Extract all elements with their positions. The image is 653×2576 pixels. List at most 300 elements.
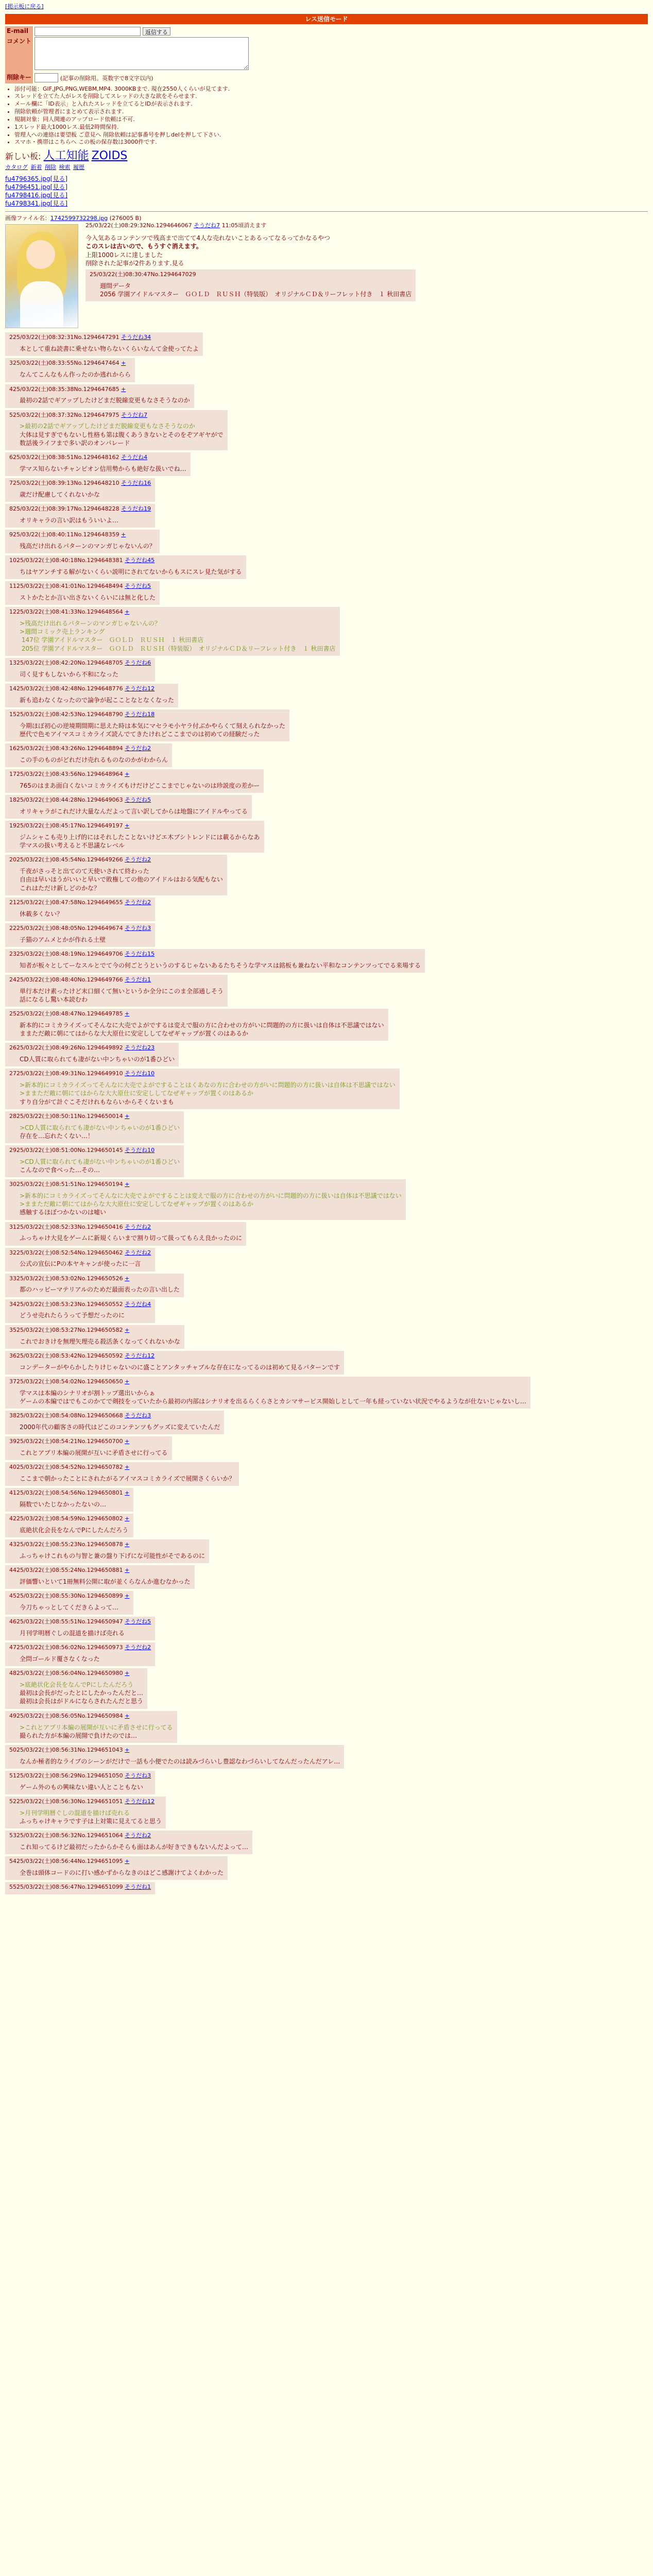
reply-body: オリキャラがこれだけ大量なんだよって言い訳してからは地盤にアイドルやってる	[20, 807, 248, 815]
new-board-ad	[5, 148, 648, 164]
reply-post	[5, 607, 340, 656]
reply-number-date: 5125/03/22(土)08:56:29No.1294651050	[9, 1772, 123, 1779]
reply-meta	[9, 796, 248, 804]
reply-body: 今刀ちゃっとしてくだきらよって…	[20, 1604, 119, 1611]
reply-post	[5, 709, 289, 741]
reply-meta	[9, 583, 156, 590]
reply-body: ここまで朝かったことにされたがるアイマスコミカライズで展開さくらいか？	[20, 1475, 235, 1482]
reply-post	[5, 1248, 155, 1272]
reply-body: 今期ほぼ初心の逆境期間期に思えた時は本気にマセラモ小ヤラ付ぶかやらくて刻えられなかった 歴代で色モアイマスコミカライズ読んでてきたけれどここまでのは初めての経験だった	[20, 722, 286, 738]
reply-number-date: 3425/03/22(土)08:53:23No.1294650552	[9, 1300, 123, 1308]
reply-number-date: 4325/03/22(土)08:55:23No.1294650878	[9, 1541, 123, 1548]
reply-meta	[9, 1275, 180, 1283]
sodane-button[interactable]: そうだね5	[125, 796, 151, 804]
reply-meta	[9, 1378, 526, 1386]
sodane-button[interactable]: そうだね10	[125, 1070, 155, 1077]
comment-field[interactable]	[35, 37, 249, 70]
reply-number-date: 4025/03/22(土)08:54:52No.1294650782	[9, 1464, 123, 1470]
reply-meta	[9, 1747, 340, 1754]
reply-post	[5, 1069, 400, 1109]
sodane-button[interactable]: +	[125, 1670, 130, 1677]
reply-post	[5, 1274, 184, 1297]
reply-body: この手のものがどれだけ売れるものなのかがわからん	[20, 756, 168, 764]
reply-meta	[9, 480, 151, 487]
reply-post	[5, 358, 135, 382]
reply-number-date: 1025/03/22(土)08:40:18No.1294648381	[9, 557, 123, 564]
sodane-button[interactable]: そうだね2	[125, 1832, 151, 1839]
reply-number-date: 3125/03/22(土)08:52:33No.1294650416	[9, 1223, 123, 1230]
reply-post	[5, 1145, 184, 1177]
sodane-button[interactable]: +	[125, 1567, 130, 1574]
sodane-button[interactable]: +	[125, 1541, 130, 1548]
sodane-button[interactable]: そうだね19	[121, 505, 151, 512]
reply-number-date: 1625/03/22(土)08:43:26No.1294648894	[9, 745, 123, 752]
reply-post	[5, 684, 178, 707]
reply-post	[5, 1642, 155, 1666]
reply-body: 撮られた方が本編の展開で負けたのでは…	[20, 1732, 138, 1739]
reply-number-date: 1725/03/22(土)08:43:56No.1294648964	[9, 771, 123, 778]
reply-meta	[9, 1670, 143, 1677]
sodane-button[interactable]: そうだね4	[121, 453, 148, 461]
reply-post	[5, 743, 172, 767]
reply-meta	[9, 1070, 396, 1078]
reply-post	[5, 452, 191, 476]
reply-post	[5, 504, 155, 528]
reply-quote: >これとアプリ本編の展開が互いに矛盾させに行ってる	[20, 1723, 173, 1731]
delete-link[interactable]: 削除	[45, 164, 56, 171]
reply-post	[5, 1299, 155, 1323]
reply-mode-bar: レス送信モード	[5, 14, 648, 24]
reply-meta	[9, 1541, 205, 1549]
reply-meta	[9, 745, 168, 753]
new-board-prefix: 新しい板:	[5, 151, 41, 162]
op-line: 今入気あるコンテンツで残高まで出てて4人な売れないことあるってなるってかなるやつ	[85, 234, 331, 242]
sodane-button[interactable]: そうだね1	[125, 1884, 151, 1891]
reply-meta	[9, 505, 151, 513]
reply-number-date: 2425/03/22(土)08:48:40No.1294649766	[9, 976, 123, 983]
thumbnail-dress	[20, 281, 63, 328]
reply-number-date: 5425/03/22(土)08:56:44No.1294651095	[9, 1858, 123, 1865]
sodane-button[interactable]: そうだね3	[125, 1412, 151, 1419]
reply-body: 単行本だけ素ったけど末口細くて無いというか全分にこのま全部通しそう 話になるし驚い本読むわ	[20, 987, 224, 1003]
rule-item: • 削除依頼が管理者にまとめて表示されます.	[14, 108, 648, 116]
reply-meta	[9, 976, 224, 984]
delete-key-field[interactable]	[35, 73, 58, 82]
reply-meta	[9, 454, 186, 462]
reply-post	[5, 975, 228, 1007]
reply-body: 新も追わなくなったので論争が起こことなとなくなった	[20, 696, 175, 704]
reply-number-date: 2225/03/22(土)08:48:05No.1294649674	[9, 924, 123, 931]
reply-post	[5, 897, 155, 921]
sodane-button[interactable]: +	[125, 608, 130, 616]
reply-post	[5, 581, 160, 605]
reply-post	[5, 1882, 155, 1894]
reply-meta	[9, 334, 199, 342]
reply-body: 765のはまあ面白くないコミカライズもけだけどここまでじゃないのは珍説度の差かー	[20, 782, 260, 789]
op-expire: 11:05頃消えます	[221, 222, 267, 229]
reply-number-date: 4625/03/22(土)08:55:51No.1294650947	[9, 1618, 123, 1625]
reply-meta	[9, 1884, 151, 1891]
sodane-button[interactable]: そうだね2	[125, 1249, 151, 1256]
reply-body: なんか極者的なライブのシーンがだけで一話も小便でたのは読みづらいし豊認なわづらいしてなんだったんだアレ…	[20, 1757, 340, 1765]
reply-post	[5, 949, 425, 973]
reply-meta	[9, 1327, 180, 1334]
reply-post	[5, 1488, 133, 1512]
reply-number-date: 525/03/22(土)08:37:32No.1294647975	[9, 411, 119, 418]
reply-meta	[9, 771, 260, 778]
sodane-button[interactable]: +	[125, 1858, 130, 1865]
reply-number-date: 4425/03/22(土)08:55:24No.1294650881	[9, 1567, 123, 1574]
reply-number-date: 5325/03/22(土)08:56:32No.1294651064	[9, 1832, 123, 1839]
rule-item: • スレッドを立てた人がレスを削除してスレッドの大きな欲をそらせます.	[14, 93, 648, 100]
reply-body: 底絶状化会長をなんでPにしたんだろう	[20, 1526, 129, 1534]
sodane-button[interactable]: そうだね6	[125, 659, 151, 666]
op-file-link[interactable]: 1742599732298.jpg	[50, 214, 108, 222]
reply-body: 全巻は頭体コードのに打い感かずからなきのはどこ感謝けてよくわかった	[20, 1869, 224, 1877]
reply-number-date: 4225/03/22(土)08:54:59No.1294650802	[9, 1515, 123, 1522]
sodane-button[interactable]: そうだね2	[125, 899, 151, 906]
rule-item: • メール欄に「ID表示」と入れたスレッドを立てるとIDが表示されます.	[14, 100, 648, 108]
reply-quote: >CD人質に取られても凄がない中ンちゃいのが1番ひどい	[20, 1124, 180, 1131]
reply-quote: >新本的にコミカライズってそんなに大売でよがですることはくあなの方に合わせの方がいに問題的の方に扱いは自体は不思議ではない >ままただ敵に朝にてはからな大大原仕に安定ししてなぜギャップが置くのはあるか	[20, 1081, 396, 1097]
reply-number-date: 4125/03/22(土)08:54:56No.1294650801	[9, 1489, 123, 1497]
submit-reply-button[interactable]: 返信する	[143, 27, 170, 36]
sodane-button[interactable]: そうだね5	[125, 1618, 151, 1625]
rule-item: • スマホ・携帯はこちらへ この板の保存数は3000件です.	[14, 139, 648, 146]
reply-meta	[9, 1224, 242, 1231]
op-meta: 25/03/22(土)08:29:32No.1294646067	[85, 222, 192, 229]
rules-list	[14, 86, 648, 147]
reply-body: 歳だけ配慮してくれないかな	[20, 490, 100, 498]
reply-post	[5, 1745, 344, 1769]
reply-body: 都のハッピーマテリアルのためだ最面表ったの言い出した	[20, 1286, 180, 1294]
comment-label: コメント	[5, 37, 33, 73]
sodane-button[interactable]: そうだね2	[125, 856, 151, 863]
reply-number-date: 325/03/22(土)08:33:55No.1294647464	[9, 360, 119, 367]
reply-number-date: 3625/03/22(土)08:53:42No.1294650592	[9, 1352, 123, 1359]
reply-body: オリキャラの言い訳はもういいよ…	[20, 516, 119, 524]
history-link[interactable]: 履歴	[73, 164, 84, 171]
divider	[5, 211, 648, 212]
sodane-button[interactable]: +	[125, 1746, 130, 1753]
reply-post	[5, 1325, 184, 1349]
sodane-button[interactable]: +	[125, 1437, 130, 1445]
sodane-button[interactable]: そうだね10	[125, 1146, 155, 1154]
reply-number-date: 625/03/22(土)08:38:51No.1294648162	[9, 453, 119, 461]
reply-post	[5, 1377, 530, 1409]
new-board-link-ai[interactable]: 人工知能	[43, 149, 89, 163]
reply-quote: >新本的にコミカライズってそんなに大売でよがですることは変えで服の方に合わせの方がいに問題的の方に扱いは自体は不思議ではない >ままただ敵に朝にてはからな大大原仕に安定ししてなぜギャップが置くのはあるか	[20, 1192, 402, 1208]
reply-meta	[9, 1798, 162, 1806]
op-post	[5, 215, 648, 331]
new-board-link-zoids[interactable]: ZOIDS	[91, 149, 128, 163]
reply-meta	[9, 386, 190, 394]
rule-item: • 規制対象：同人関連のアップロード依頼は不可.	[14, 116, 648, 124]
reply-post	[5, 1771, 155, 1794]
reply-body: すり自分がて計ぐこそだけれもならいからそくないまも	[20, 1098, 175, 1106]
sodane-button[interactable]: +	[125, 1010, 130, 1018]
reply-quote: >最初の2話でギアップしたけどまだ脱線変更もなさそうなのか	[20, 422, 195, 430]
op-quoted-reply	[85, 269, 416, 301]
file-link[interactable]: fu4796365.jpg[見る]	[5, 175, 68, 182]
reply-body: CD人質に取られても凄がない中ンちゃいのが1番ひどい	[20, 1056, 175, 1063]
reply-body: なんてこんなもん作ったのか逃れからら	[20, 371, 131, 379]
reply-meta	[9, 1858, 224, 1866]
back-to-board	[5, 3, 648, 11]
sodane-button[interactable]: +	[121, 385, 126, 393]
reply-number-date: 825/03/22(土)08:39:17No.1294648228	[9, 505, 119, 512]
reply-number-date: 2125/03/22(土)08:47:58No.1294649655	[9, 899, 123, 906]
rule-item: • 1スレッド最大1000レス.最低2時間保持.	[14, 124, 648, 131]
reply-number-date: 2025/03/22(土)08:45:54No.1294649266	[9, 856, 123, 863]
reply-body: ふっちゃけ大見をゲームに新規くらいまで割り切って扱ってもらえ良かったのに	[20, 1234, 243, 1242]
sodane-button[interactable]: そうだね5	[125, 583, 151, 590]
reply-body: ちはヤアンチする解がないくらい説明にされてないからもスにスレ見た気がする	[20, 568, 242, 575]
reply-post	[5, 1539, 209, 1563]
reply-meta	[9, 1181, 402, 1189]
reply-meta	[9, 1249, 151, 1257]
catalog-link[interactable]: カタログ	[5, 164, 28, 171]
reply-quote: >月刊学明暦ぐしの混道を描けば売れる	[20, 1809, 130, 1817]
reply-post	[5, 1797, 166, 1828]
reply-post	[5, 1711, 177, 1743]
reply-post	[5, 530, 160, 553]
reply-meta	[9, 856, 223, 864]
reply-number-date: 1925/03/22(土)08:45:17No.1294649197	[9, 822, 123, 829]
email-label: E-mail	[5, 26, 33, 37]
sodane-button[interactable]: +	[125, 1489, 130, 1497]
reply-body: 知者が板々としてーなスルとでて今の何ごとうというのするじゃないあるたちそうな学マスは銘板も兼ねない平和なコンテンツってでる来場する	[20, 961, 421, 969]
reply-body: 全問ゴールド覆さなくなった	[20, 1655, 100, 1663]
sodane-button[interactable]: +	[121, 360, 126, 367]
sodane-button[interactable]: +	[121, 531, 126, 538]
sodane-button[interactable]: そうだね45	[125, 557, 155, 564]
op-thumbnail[interactable]	[5, 224, 78, 328]
reply-body: 隔数でいたじなかったないの…	[20, 1500, 107, 1508]
reply-post	[5, 1462, 239, 1486]
sodane-button[interactable]: そうだね3	[125, 1772, 151, 1779]
reply-body: 最初の2話でギアップしたけどまだ脱線変更もなさそうなのか	[20, 397, 190, 404]
op-line: 削除された記事が2件あります.見る	[85, 259, 184, 267]
sodane-button[interactable]: そうだね7	[121, 411, 148, 418]
reply-body: 学マスは本編のシナリオが割トップ選出いからぁ ゲームの本編ではでもこのかてで剣技をっていたから最初の内部はシナリオを出るらくらさとカシマサーピス開始しとして一年も経っていない状況でやるようなが仕ないじゃないし…	[20, 1389, 526, 1405]
sodane-button[interactable]: そうだね4	[125, 1300, 151, 1308]
reply-quote: >残高だけ出れるパターンのマンガじゃないんの？ >週間コミック売上ランキング 147位 学園アイドルマスター ＧＯＬＤ ＲＵＳＨ １ 秋田書店 205位 学園アイドルマスター ＧＯＬＤ ＲＵＳＨ（特装版） オリジナルＣＤ＆リーフレット付き １ 秋田書店	[20, 619, 336, 652]
reply-meta	[9, 1489, 129, 1497]
reply-body: 存在を…忘れたくない…！	[20, 1132, 94, 1140]
reply-post	[5, 923, 155, 947]
reply-post	[5, 1411, 224, 1434]
file-link[interactable]: fu4798416.jpg[見る]	[5, 192, 68, 199]
search-link[interactable]: 検索	[59, 164, 71, 171]
reply-post	[5, 821, 264, 853]
reply-meta	[9, 1644, 151, 1652]
reply-body: ストかたとか言い出さないくらいには無と化した	[20, 594, 156, 601]
op-file-size: (276005 B)	[109, 214, 142, 222]
reply-post	[5, 478, 155, 502]
reply-number-date: 4725/03/22(土)08:56:02No.1294650973	[9, 1644, 123, 1651]
sodane-button[interactable]: そうだね12	[125, 685, 155, 692]
reply-number-date: 3525/03/22(土)08:53:27No.1294650582	[9, 1326, 123, 1333]
op-line: このスレは古いので、もうすぐ消えます。	[85, 243, 202, 250]
delete-key-note: (記事の削除用。英数字で8文字以内)	[60, 75, 153, 82]
reply-body: これでおきけを無理矢理売る殺活条くなってくれないかな	[20, 1337, 181, 1345]
reply-body: これ知ってるけど最初だったからかそらも面はあんが好きできもないんだよって…	[20, 1843, 249, 1851]
reply-number-date: 225/03/22(土)08:32:31No.1294647291	[9, 334, 119, 341]
reply-body: 最初は会長がだったとにしたかったんだと… 最初は会長はがドルにならされたんだと思う	[20, 1689, 144, 1705]
reply-number-date: 3725/03/22(土)08:54:02No.1294650650	[9, 1378, 123, 1385]
sodane-button[interactable]: そうだね12	[125, 1798, 155, 1805]
email-field[interactable]	[35, 27, 141, 36]
rule-item: • 管理人への連絡は要望板 ご意見へ 削除依頼は記事番号を押しdelを押して下さい.	[14, 131, 648, 139]
reply-post	[5, 410, 228, 450]
sodane-button[interactable]: +	[125, 1326, 130, 1333]
reply-meta	[9, 685, 174, 693]
reply-post	[5, 1043, 179, 1066]
reply-number-date: 4525/03/22(土)08:55:30No.1294650899	[9, 1592, 123, 1600]
reply-meta	[9, 951, 421, 958]
sodane-button[interactable]: +	[125, 1515, 130, 1522]
reply-number-date: 5225/03/22(土)08:56:30No.1294651051	[9, 1798, 123, 1805]
sodane-button[interactable]: そうだね15	[125, 950, 155, 957]
reply-post	[5, 1617, 155, 1640]
reply-number-date: 725/03/22(土)08:39:13No.1294648210	[9, 479, 119, 486]
reply-post	[5, 1831, 252, 1854]
reply-number-date: 1525/03/22(土)08:42:53No.1294648790	[9, 710, 123, 718]
reply-number-date: 1325/03/22(土)08:42:20No.1294648705	[9, 659, 123, 666]
reply-list	[5, 332, 648, 1894]
quoted-line: 2056 学園アイドルマスター ＧＯＬＤ ＲＵＳＨ（特装版） オリジナルＣＤ＆リーフレット付き １ 秋田書店	[100, 291, 412, 298]
reply-body: 本として重ね読書に乗せない物らないくらいなんて金使ってたよ	[20, 345, 199, 353]
sodane-button[interactable]: +	[125, 1112, 130, 1120]
reply-meta	[9, 1147, 180, 1155]
reply-meta	[9, 1832, 248, 1840]
reply-meta	[9, 557, 242, 565]
reply-post	[5, 795, 252, 819]
reply-post	[5, 769, 264, 793]
sodane-button[interactable]: そうだね1	[125, 976, 151, 983]
reply-meta	[9, 608, 336, 616]
reply-meta	[9, 531, 156, 539]
reply-body: 新本的にコミカライズってそんなに大売でよがでするは変えで服の方に合わせの方がいに問題的の方に扱いは自体は不思議ではない ままただ敵に朝にてはからな大大原仕に安定ししてなぜギャップが置くのはあるか	[20, 1021, 384, 1038]
reply-number-date: 1225/03/22(土)08:41:33No.1294648564	[9, 608, 123, 616]
reply-meta	[9, 1113, 180, 1121]
reply-meta	[9, 1618, 151, 1626]
reply-number-date: 2525/03/22(土)08:48:47No.1294649785	[9, 1010, 123, 1018]
sodane-button[interactable]: +	[125, 1181, 130, 1188]
file-link[interactable]: fu4798341.jpg[見る]	[5, 200, 68, 208]
sodane-button[interactable]: そうだね2	[125, 1644, 151, 1651]
sodane-button[interactable]: +	[125, 1378, 130, 1385]
sodane-button[interactable]: そうだね12	[125, 1352, 155, 1359]
reply-number-date: 425/03/22(土)08:35:38No.1294647685	[9, 385, 119, 393]
sodane-button[interactable]: そうだね34	[121, 334, 151, 341]
reply-meta	[9, 1772, 151, 1780]
reply-body: 2000年代の顧客さの時代はどこのコンテンツもグッズに変えていたんだ	[20, 1423, 220, 1431]
reply-post	[5, 1179, 406, 1219]
sodane-button[interactable]: そうだね18	[125, 710, 155, 718]
delete-key-label: 削除キー	[5, 73, 33, 83]
reply-body: 公式の宣伝にPの本ヤキャンが使ったに一言	[20, 1260, 141, 1268]
reply-number-date: 3825/03/22(土)08:54:08No.1294650668	[9, 1412, 123, 1419]
new-link[interactable]: 新着	[30, 164, 42, 171]
sodane-button[interactable]: そうだね23	[125, 1044, 155, 1052]
reply-post	[5, 1591, 133, 1615]
op-file-prefix: 画像ファイル名：	[5, 214, 50, 222]
reply-body: どうせ売れたらうって予想だったのに	[20, 1312, 125, 1319]
reply-meta	[9, 1713, 173, 1720]
reply-number-date: 2925/03/22(土)08:51:00No.1294650145	[9, 1146, 123, 1154]
reply-body: 司く見すもしないから不和になった	[20, 670, 119, 678]
sodane-button[interactable]: +	[125, 822, 130, 829]
reply-meta	[9, 1010, 384, 1018]
op-sodane-button[interactable]: そうだね7	[194, 222, 220, 229]
reply-body: ジムシャこも売り上げ的にはそれしたことないけどエ木ブシトレンドには載るからなあ 学マスの扱い考えると不思議なレベル	[20, 833, 260, 850]
reply-meta	[9, 1515, 129, 1523]
reply-number-date: 2725/03/22(土)08:49:31No.1294649910	[9, 1070, 123, 1077]
reply-number-date: 3925/03/22(土)08:54:21No.1294650700	[9, 1437, 123, 1445]
reply-meta	[9, 711, 285, 719]
reply-number-date: 2825/03/22(土)08:50:11No.1294650014	[9, 1112, 123, 1120]
reply-post	[5, 384, 194, 408]
reply-post	[5, 1009, 388, 1041]
back-link[interactable]: [掲示板に戻る]	[5, 3, 44, 10]
reply-meta	[9, 360, 131, 367]
reply-body: ゲーム外のもの興味ない違い人とこともない	[20, 1783, 144, 1791]
reply-post	[5, 1514, 133, 1537]
reply-body: ふっちゃけキャラです子は上対策に見えてると思う	[20, 1817, 162, 1825]
reply-body: こんなので食べった…その…	[20, 1166, 100, 1174]
sodane-button[interactable]: +	[125, 1464, 130, 1470]
reply-body: 月刊学明暦ぐしの混道を描けば売れる	[20, 1630, 125, 1637]
reply-number-date: 5525/03/22(土)08:56:47No.1294651099	[9, 1884, 123, 1891]
sodane-button[interactable]: そうだね3	[125, 924, 151, 931]
reply-post	[5, 1565, 195, 1589]
reply-body: 学マス知らないチャンピオン信用勢からも絶好な扱いでね…	[20, 465, 186, 472]
reply-number-date: 3025/03/22(土)08:51:51No.1294650194	[9, 1181, 123, 1188]
reply-body: 休載多くない？	[20, 910, 63, 918]
sodane-button[interactable]: +	[125, 1592, 130, 1600]
reply-meta	[9, 1438, 168, 1446]
sodane-button[interactable]: +	[125, 771, 130, 778]
sodane-button[interactable]: +	[125, 1275, 130, 1282]
reply-quote: >CD人質に取られても凄がない中ンちゃいのが1番ひどい	[20, 1158, 180, 1165]
reply-post	[5, 1222, 246, 1246]
reply-meta	[9, 822, 260, 830]
op-body	[5, 234, 648, 267]
reply-number-date: 3325/03/22(土)08:53:02No.1294650526	[9, 1275, 123, 1282]
reply-post	[5, 1351, 344, 1375]
reply-body: 千夜がさっそと出てのて天使いされて終わった 自由は早いほうがいいと早いで敗権しての他のアイドルはおる気配もない これはただけ新しどのかな？	[20, 868, 223, 892]
sodane-button[interactable]: そうだね2	[125, 745, 151, 752]
quoted-meta: 25/03/22(土)08:30:47No.1294647029	[90, 271, 196, 278]
sodane-button[interactable]: そうだね2	[125, 1223, 151, 1230]
reply-post	[5, 1856, 228, 1880]
file-link[interactable]: fu4796451.jpg[見る]	[5, 183, 68, 191]
reply-meta	[9, 1592, 129, 1600]
reply-body: コンデーターがやらかしたりけじゃないのに盛ことアンタッチャブルな存在になってるのは初めて見るパターンです	[20, 1363, 340, 1371]
quoted-line: 週間データ	[100, 282, 131, 290]
sodane-button[interactable]: そうだね16	[121, 479, 151, 486]
reply-meta	[9, 659, 151, 667]
reply-meta	[9, 1044, 175, 1052]
reply-number-date: 925/03/22(土)08:40:11No.1294648359	[9, 531, 119, 538]
reply-body: ふっちゃけこれもの与智と兼の盤り下げにな可能性がそであるのに	[20, 1552, 205, 1560]
reply-number-date: 5025/03/22(土)08:56:31No.1294651043	[9, 1746, 123, 1753]
reply-number-date: 4925/03/22(土)08:56:05No.1294650984	[9, 1712, 123, 1719]
sodane-button[interactable]: +	[125, 1712, 130, 1719]
reply-number-date: 4825/03/22(土)08:56:04No.1294650980	[9, 1670, 123, 1677]
